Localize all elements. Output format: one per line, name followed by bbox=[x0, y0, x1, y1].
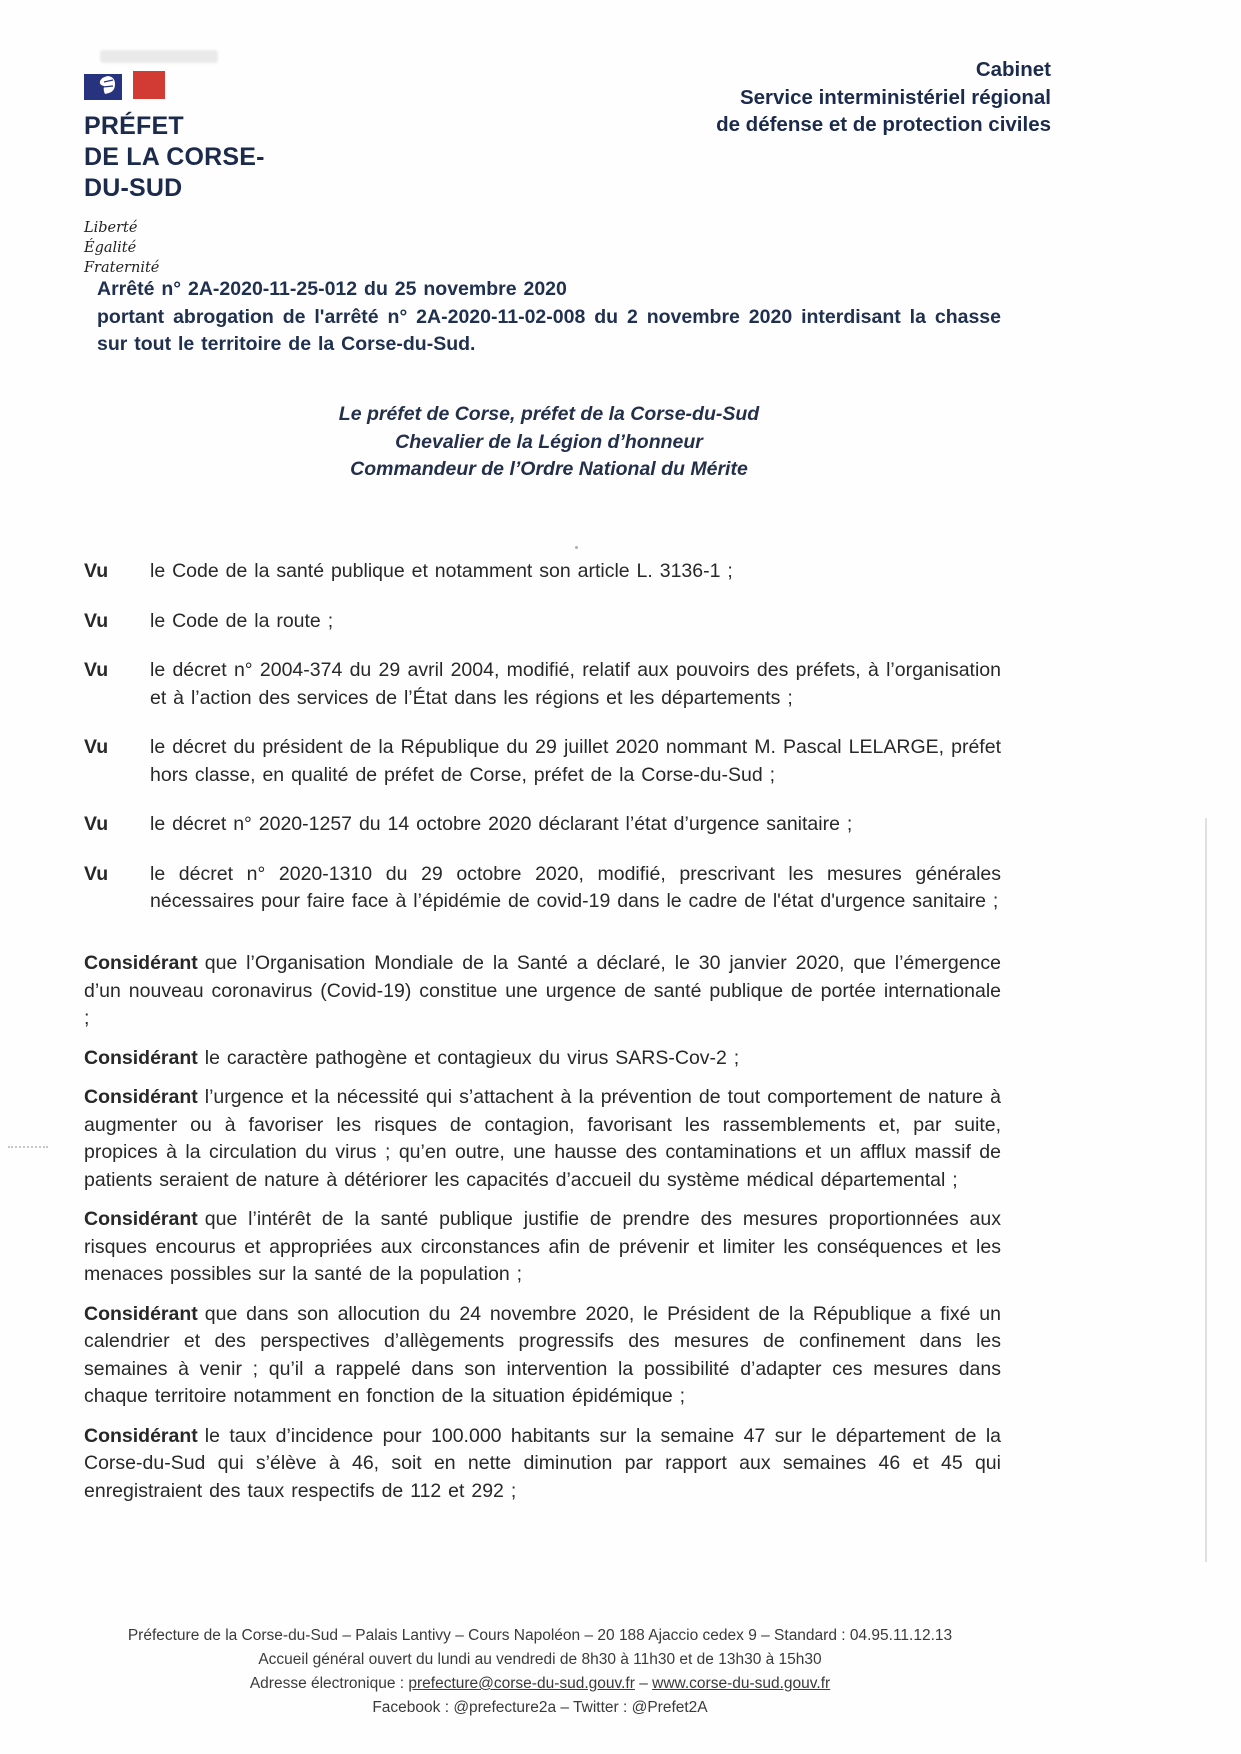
vu-label: Vu bbox=[84, 813, 109, 835]
considerant-label: Considérant bbox=[84, 1086, 198, 1108]
vu-item bbox=[84, 608, 1001, 636]
prefecture-footer bbox=[40, 1624, 1040, 1720]
footer-contact-line bbox=[40, 1672, 1040, 1696]
footer-address-line: Préfecture de la Corse-du-Sud – Palais Lantivy – Cours Napoléon – 20 188 Ajaccio cedex 9 – Standard : 04.95.11.12.13 bbox=[127, 1627, 953, 1644]
salutation-line: Chevalier de la Légion d’honneur bbox=[395, 430, 703, 453]
scan-artifact-vertical-line bbox=[1205, 818, 1207, 1562]
footer-social-line: Facebook : @prefecture2a – Twitter : @Prefet2A bbox=[372, 1699, 708, 1716]
considerant-text: que l’Organisation Mondiale de la Santé a déclaré, le 30 janvier 2020, que l’émergence d’un nouveau coronavirus (Covid-19) constitue une urgence de santé publique de portée internationale ; bbox=[84, 952, 1001, 1029]
considerant-paragraph bbox=[84, 1045, 1001, 1073]
considerant-text: le caractère pathogène et contagieux du virus SARS-Cov-2 ; bbox=[204, 1046, 740, 1069]
considerant-label: Considérant bbox=[84, 952, 198, 974]
service-line: Service interministériel régional bbox=[739, 85, 1051, 109]
considerant-text: que dans son allocution du 24 novembre 2020, le Président de la République a fixé un calendrier et des perspectives d’allègements progressifs des mesures de confinement dans les semaines à venir ; qu’il a rappelé dans son intervention la possibilité d’adapter ces mesures dans chaque territoire notamment en fonction de la situation épidémique ; bbox=[84, 1302, 1001, 1407]
service-line: Cabinet bbox=[975, 58, 1051, 81]
considerant-list bbox=[84, 950, 1001, 1517]
scan-artifact-dots bbox=[8, 1146, 48, 1148]
org-name-line: DU-SUD bbox=[84, 174, 183, 202]
footer-email-link[interactable]: prefecture@corse-du-sud.gouv.fr bbox=[408, 1675, 635, 1692]
vu-item bbox=[84, 861, 1001, 916]
vu-text: le décret du président de la République du 29 juillet 2020 nommant M. Pascal LELARGE, préfet hors classe, en qualité de préfet de Corse, préfet de la Corse-du-Sud ; bbox=[150, 736, 1001, 786]
footer-separator: – bbox=[634, 1675, 653, 1692]
vu-label: Vu bbox=[84, 862, 109, 885]
vu-text: le décret n° 2020-1310 du 29 octobre 2020, modifié, prescrivant les mesures générales nécessaires pour faire face à l’épidémie de covid-19 dans le cadre de l'état d'urgence sanitaire ; bbox=[150, 862, 1001, 912]
considerant-paragraph bbox=[84, 1301, 1001, 1411]
arrete-number-line: Arrêté n° 2A-2020-11-25-012 du 25 novembre 2020 bbox=[97, 278, 567, 300]
vu-label: Vu bbox=[84, 560, 109, 582]
considerant-text: le taux d’incidence pour 100.000 habitants sur la semaine 47 sur le département de la Corse-du-Sud qui s’élève à 46, soit en nette diminution par rapport aux semaines 46 et 45 qui enregistraient des taux respectifs de 112 et 292 ; bbox=[84, 1424, 1001, 1502]
vu-text: le décret n° 2004-374 du 29 avril 2004, modifié, relatif aux pouvoirs des préfets, à l’organisation et à l’action des services de l’État dans les régions et les départements ; bbox=[150, 659, 1001, 709]
considerant-paragraph bbox=[84, 1206, 1001, 1289]
org-name bbox=[84, 111, 384, 204]
vu-text: le décret n° 2020-1257 du 14 octobre 2020 déclarant l’état d’urgence sanitaire ; bbox=[150, 813, 853, 835]
considerant-text: l’urgence et la nécessité qui s’attachent à la prévention de tout comportement de nature à augmenter ou à favoriser les risques de contagion, favorisant les rassemblements et, par suite, propices à la circulation du virus ; qu’en outre, une hausse des contaminations et un afflux massif de patients seraient de nature à détériorer les capacités d’accueil du système médical départemental ; bbox=[84, 1086, 1001, 1191]
footer-email-prefix: Adresse électronique : bbox=[249, 1675, 409, 1692]
considerant-text: que l’intérêt de la santé publique justifie de prendre des mesures proportionnées aux risques encourus et appropriées aux circonstances afin de prévenir et limiter les conséquences et les menaces possibles sur la santé de la population ; bbox=[84, 1208, 1001, 1285]
footer-hours-line: Accueil général ouvert du lundi au vendredi de 8h30 à 11h30 et de 13h30 à 15h30 bbox=[258, 1651, 822, 1668]
motto-line: Liberté bbox=[84, 220, 138, 236]
org-name-line: DE LA CORSE- bbox=[84, 143, 265, 171]
french-flag-icon bbox=[84, 70, 384, 102]
footer-website-link[interactable]: www.corse-du-sud.gouv.fr bbox=[652, 1675, 831, 1692]
considerant-paragraph bbox=[84, 950, 1001, 1033]
motto-line: Fraternité bbox=[84, 260, 160, 276]
considerant-label: Considérant bbox=[84, 1208, 198, 1230]
vu-text: le Code de la santé publique et notamment son article L. 3136-1 ; bbox=[150, 560, 733, 582]
service-line: de défense et de protection civiles bbox=[716, 113, 1051, 136]
vu-label: Vu bbox=[84, 609, 109, 632]
issuing-service-block bbox=[561, 56, 1051, 139]
vu-item bbox=[84, 734, 1001, 789]
considerant-label: Considérant bbox=[84, 1046, 198, 1069]
arrete-subject-line: portant abrogation de l'arrêté n° 2A-2020-11-02-008 du 2 novembre 2020 interdisant la chasse sur tout le territoire de la Corse-du-Sud. bbox=[97, 305, 1001, 355]
motto-line: Égalité bbox=[84, 240, 137, 256]
vu-label: Vu bbox=[84, 659, 109, 681]
salutation-line: Commandeur de l’Ordre National du Mérite bbox=[350, 458, 748, 480]
considerant-paragraph bbox=[84, 1084, 1001, 1194]
republic-motto bbox=[84, 218, 384, 278]
considerant-label: Considérant bbox=[84, 1302, 198, 1325]
vu-text: le Code de la route ; bbox=[150, 609, 334, 632]
arrete-title bbox=[97, 276, 1001, 359]
salutation-line: Le préfet de Corse, préfet de la Corse-du-Sud bbox=[338, 403, 760, 425]
prefect-salutation bbox=[97, 401, 1001, 484]
scan-artifact-dot bbox=[575, 546, 578, 549]
vu-list bbox=[84, 558, 1001, 938]
prefecture-logo-block bbox=[84, 70, 384, 278]
considerant-paragraph bbox=[84, 1423, 1001, 1506]
vu-item bbox=[84, 811, 1001, 839]
vu-item bbox=[84, 558, 1001, 586]
scan-artifact-smudge bbox=[100, 50, 218, 63]
vu-item bbox=[84, 657, 1001, 712]
org-name-line: PRÉFET bbox=[84, 112, 184, 140]
considerant-label: Considérant bbox=[84, 1424, 198, 1447]
vu-label: Vu bbox=[84, 736, 109, 758]
